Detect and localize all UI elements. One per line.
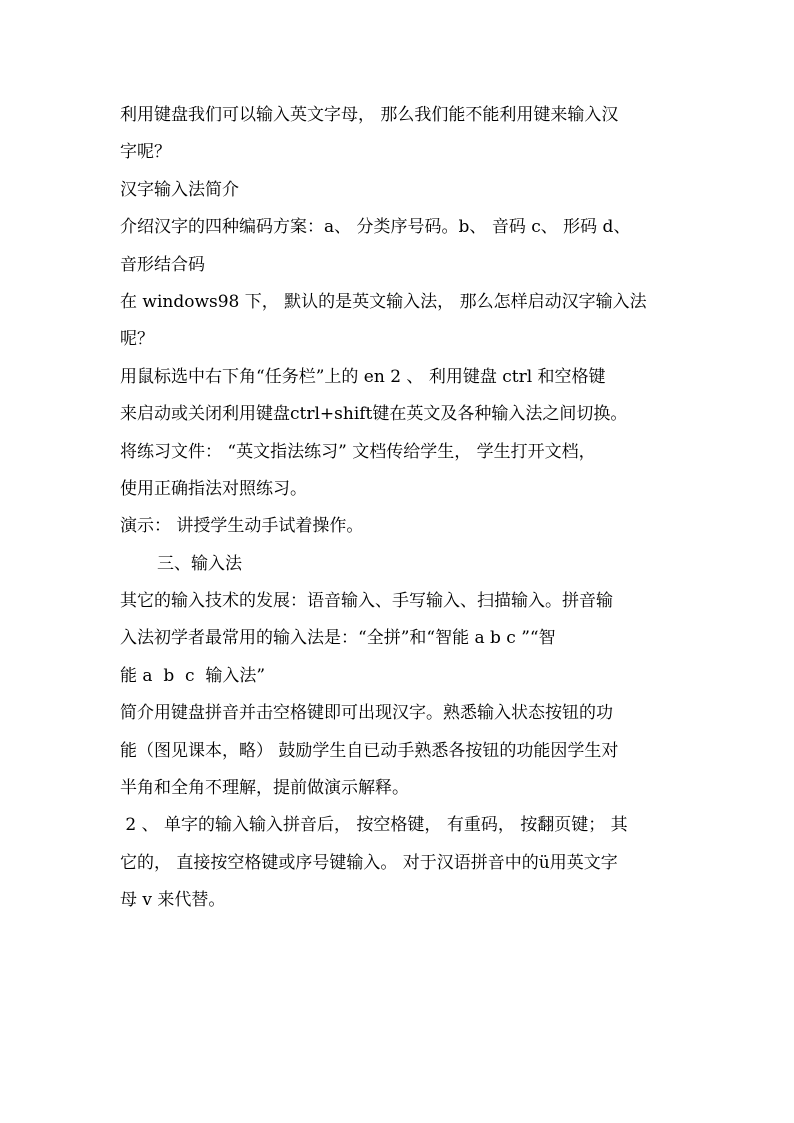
text-line: 利用键盘我们可以输入英文字母， 那么我们能不能利用键来输入汉 (120, 105, 619, 125)
section-heading: 三、输入法 (157, 553, 242, 574)
text-line: 演示： 讲授学生动手试着操作。 (120, 516, 364, 537)
text-line: 2 、 单字的输入输入拼音后， 按空格键， 有重码， 按翻页键； 其 (120, 815, 628, 836)
text-line: 其它的输入技术的发展：语音输入、手写输入、扫描输入。拼音输 (120, 591, 613, 612)
text-line: 介绍汉字的四种编码方案：a、 分类序号码。b、 音码 c、 形码 d、 (120, 217, 631, 238)
text-line: 入法初学者最常用的输入法是：“全拼”和“智能 a b c ”“智 (120, 628, 556, 649)
text-line: 它的， 直接按空格键或序号键输入。 对于汉语拼音中的ü用英文字 (120, 852, 618, 873)
text-line: 使用正确指法对照练习。 (120, 478, 307, 499)
text-line: 能（图见课本，略） 鼓励学生自已动手熟悉各按钮的功能因学生对 (120, 740, 619, 761)
document-body (120, 97, 676, 920)
text-line: 音形结合码 (120, 254, 205, 275)
text-line: 来启动或关闭利用键盘ctrl+shift键在英文及各种输入法之间切换。 (120, 404, 628, 425)
text-line: 简介用键盘拼音并击空格键即可出现汉字。熟悉输入状态按钮的功 (120, 703, 613, 724)
text-line: 将练习文件： “英文指法练习” 文档传给学生， 学生打开文档， (120, 441, 596, 462)
text-line: 半角和全角不理解，提前做演示解释。 (120, 778, 409, 799)
text-line: 呢？ (120, 329, 154, 350)
text-line: 在 windows98 下， 默认的是英文输入法， 那么怎样启动汉字输入法 (120, 291, 647, 312)
text-line: 用鼠标选中右下角“任务栏”上的 en 2 、 利用键盘 ctrl 和空格键 (120, 366, 606, 387)
text-line: 能 a b c 输入法” (120, 665, 266, 686)
text-line: 字呢？ (120, 142, 171, 163)
section-heading: 汉字输入法简介 (120, 179, 239, 200)
text-line: 母 v 来代替。 (120, 890, 226, 911)
